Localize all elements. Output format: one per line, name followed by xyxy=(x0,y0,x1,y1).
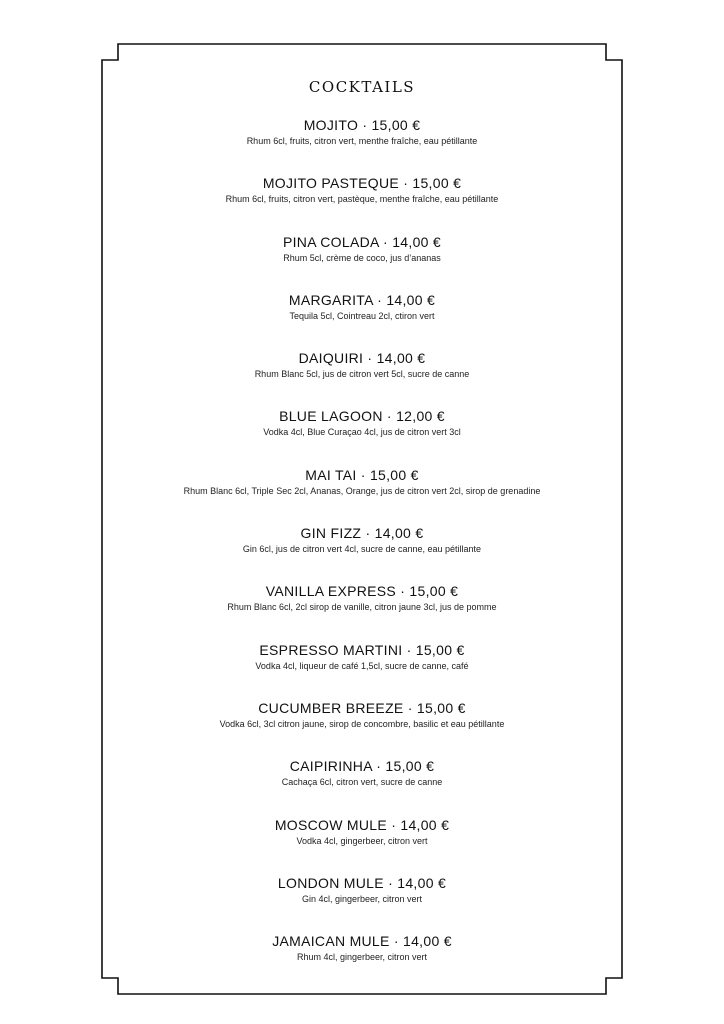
item-name: CAIPIRINHA · 15,00 € xyxy=(289,758,435,775)
item-description: Gin 4cl, gingerbeer, citron vert xyxy=(301,893,423,904)
item-name: ESPRESSO MARTINI · 15,00 € xyxy=(259,641,465,658)
menu-item xyxy=(0,525,724,583)
menu-item xyxy=(0,875,724,933)
item-description: Vodka 6cl, 3cl citron jaune, sirop de concombre, basilic et eau pétillante xyxy=(219,718,505,729)
menu-item xyxy=(0,234,724,292)
item-name: VANILLA EXPRESS · 15,00 € xyxy=(265,583,459,600)
item-name: GIN FIZZ · 14,00 € xyxy=(300,525,424,542)
item-name: MAI TAI · 15,00 € xyxy=(305,466,419,483)
menu-item xyxy=(0,700,724,758)
menu-item xyxy=(0,292,724,350)
item-description: Rhum 6cl, fruits, citron vert, menthe fraîche, eau pétillante xyxy=(246,136,478,146)
item-name: BLUE LAGOON · 12,00 € xyxy=(279,408,445,425)
item-name: MARGARITA · 14,00 € xyxy=(288,291,436,308)
item-description: Rhum 4cl, gingerbeer, citron vert xyxy=(296,952,428,963)
item-name: MOJITO · 15,00 € xyxy=(303,117,421,133)
menu-item xyxy=(0,117,724,175)
item-description: Tequila 5cl, Cointreau 2cl, ctiron vert xyxy=(289,310,435,321)
menu-item xyxy=(0,350,724,408)
item-name: PINA COLADA · 14,00 € xyxy=(282,233,442,250)
menu-item xyxy=(0,642,724,700)
item-description: Rhum Blanc 6cl, Triple Sec 2cl, Ananas, Orange, jus de citron vert 2cl, sirop de grenadine xyxy=(183,485,541,496)
item-description: Vodka 4cl, Blue Curaçao 4cl, jus de citron vert 3cl xyxy=(263,427,461,438)
item-description: Vodka 4cl, liqueur de café 1,5cl, sucre de canne, café xyxy=(255,660,469,671)
item-description: Gin 6cl, jus de citron vert 4cl, sucre de canne, eau pétillante xyxy=(242,544,482,555)
menu-item xyxy=(0,758,724,816)
item-description: Rhum Blanc 5cl, jus de citron vert 5cl, sucre de canne xyxy=(254,369,470,380)
menu-item xyxy=(0,175,724,233)
item-name: DAIQUIRI · 14,00 € xyxy=(298,350,426,367)
item-name: LONDON MULE · 14,00 € xyxy=(277,874,447,891)
menu-item xyxy=(0,583,724,641)
item-description: Rhum 6cl, fruits, citron vert, pastèque, menthe fraîche, eau pétillante xyxy=(225,194,499,205)
item-description: Cachaça 6cl, citron vert, sucre de canne xyxy=(281,777,443,788)
item-description: Rhum Blanc 6cl, 2cl sirop de vanille, citron jaune 3cl, jus de pomme xyxy=(227,602,497,613)
menu-item xyxy=(0,408,724,466)
item-name: MOSCOW MULE · 14,00 € xyxy=(274,816,450,833)
item-name: JAMAICAN MULE · 14,00 € xyxy=(272,933,452,950)
item-description: Rhum 5cl, crème de coco, jus d’ananas xyxy=(283,252,441,263)
menu-item xyxy=(0,933,724,991)
menu-item xyxy=(0,817,724,875)
menu-item xyxy=(0,467,724,525)
item-name: MOJITO PASTEQUE · 15,00 € xyxy=(262,175,462,192)
cocktail-list xyxy=(0,117,724,991)
menu-title: COCKTAILS xyxy=(308,78,416,96)
item-name: CUCUMBER BREEZE · 15,00 € xyxy=(258,699,466,716)
item-description: Vodka 4cl, gingerbeer, citron vert xyxy=(296,835,428,846)
